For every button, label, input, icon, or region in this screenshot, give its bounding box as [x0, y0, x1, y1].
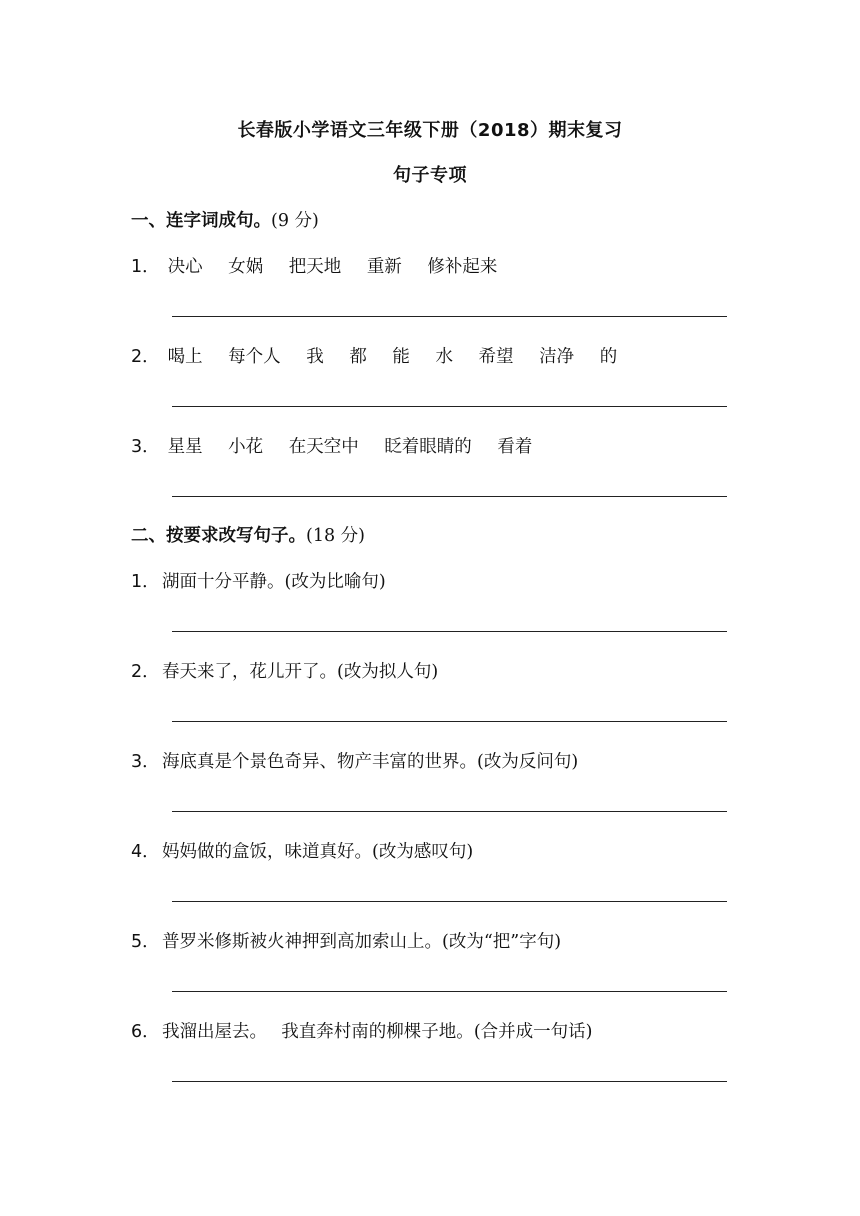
- answer-line[interactable]: [172, 631, 727, 632]
- section-2-item-1: [131, 568, 386, 593]
- item-instruction: (改为反问句): [477, 752, 579, 772]
- section-1-item-3: [131, 433, 552, 458]
- section-2-points: (18 分): [306, 526, 365, 546]
- section-2-heading: [131, 522, 365, 547]
- answer-line[interactable]: [172, 1081, 727, 1082]
- section-1-heading: [131, 207, 319, 232]
- item-number: 6．: [131, 1022, 160, 1042]
- item-text: 春天来了，花儿开了。: [162, 662, 337, 682]
- word: 小花: [228, 437, 264, 457]
- page-subtitle: 句子专项: [393, 165, 467, 186]
- word: 在天空中: [288, 437, 359, 457]
- item-instruction: (合并成一句话): [473, 1022, 593, 1042]
- item-text: 我溜出屋去。 我直奔村南的柳棵子地。: [162, 1022, 474, 1042]
- word: 星星: [167, 437, 203, 457]
- word: 把天地: [288, 257, 342, 277]
- word: 的: [599, 347, 618, 367]
- item-instruction: (改为感叹句): [372, 842, 474, 862]
- word: 看着: [497, 437, 533, 457]
- item-text: 湖面十分平静。: [162, 572, 285, 592]
- item-text: 普罗米修斯被火神押到高加索山上。: [162, 932, 442, 952]
- answer-line[interactable]: [172, 991, 727, 992]
- section-2-item-3: [131, 748, 578, 773]
- word: 重新: [366, 257, 402, 277]
- item-instruction: (改为“把”字句): [442, 932, 562, 952]
- word: 修补起来: [427, 257, 498, 277]
- section-1-item-2: [131, 343, 637, 368]
- word: 希望: [478, 347, 514, 367]
- item-text: 妈妈做的盒饭，味道真好。: [162, 842, 372, 862]
- word: 喝上: [167, 347, 203, 367]
- word: 女娲: [228, 257, 264, 277]
- item-number: 4．: [131, 842, 160, 862]
- answer-line[interactable]: [172, 901, 727, 902]
- section-1-title: 一、连字词成句。: [131, 211, 271, 231]
- word: 决心: [167, 257, 203, 277]
- word: 洁净: [539, 347, 575, 367]
- item-text: 海底真是个景色奇异、物产丰富的世界。: [162, 752, 477, 772]
- answer-line[interactable]: [172, 496, 727, 497]
- section-2-item-5: [131, 928, 561, 953]
- item-number: 1．: [131, 257, 160, 277]
- item-number: 3．: [131, 752, 160, 772]
- word: 能: [392, 347, 410, 367]
- item-number: 2．: [131, 662, 160, 682]
- item-instruction: (改为比喻句): [284, 572, 386, 592]
- word: 每个人: [228, 347, 281, 367]
- section-2-title: 二、按要求改写句子。: [131, 526, 306, 546]
- item-number: 2．: [131, 347, 160, 367]
- item-number: 3．: [131, 437, 160, 457]
- section-1-item-1: [131, 253, 517, 278]
- answer-line[interactable]: [172, 316, 727, 317]
- word: 都: [349, 347, 367, 367]
- word: 眨着眼睛的: [384, 437, 472, 457]
- item-number: 5．: [131, 932, 160, 952]
- section-1-points: (9 分): [271, 211, 319, 231]
- section-2-item-2: [131, 658, 438, 683]
- section-2-item-6: [131, 1018, 592, 1043]
- word: 水: [435, 347, 453, 367]
- answer-line[interactable]: [172, 721, 727, 722]
- item-instruction: (改为拟人句): [337, 662, 439, 682]
- page-title: 长春版小学语文三年级下册（2018）期末复习: [237, 120, 623, 141]
- item-number: 1．: [131, 572, 160, 592]
- answer-line[interactable]: [172, 811, 727, 812]
- section-2-item-4: [131, 838, 473, 863]
- word: 我: [306, 347, 324, 367]
- answer-line[interactable]: [172, 406, 727, 407]
